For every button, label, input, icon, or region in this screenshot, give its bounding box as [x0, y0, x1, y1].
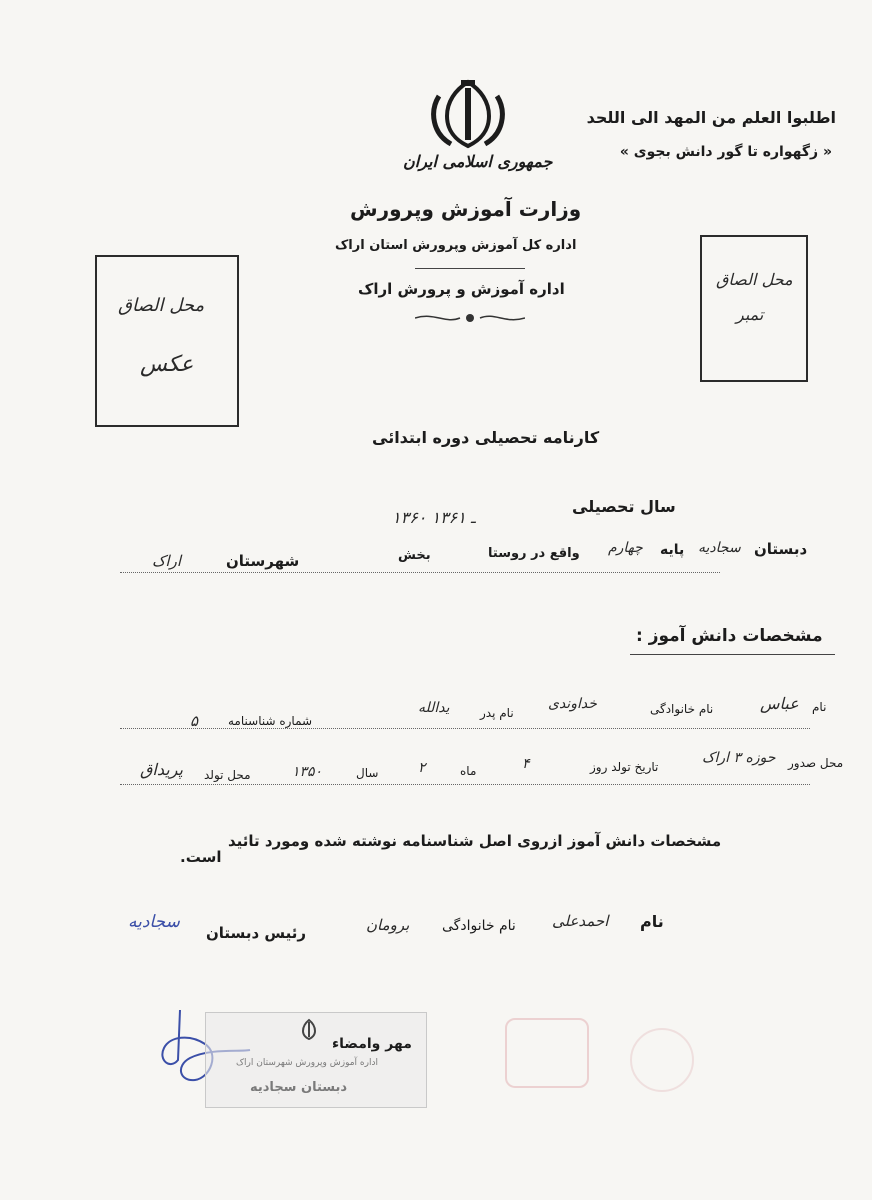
- local-office: اداره آموزش و پرورش اراک: [358, 280, 565, 298]
- ministry-title: وزارت آموزش وپرورش: [350, 197, 582, 221]
- general-office: اداره کل آموزش وپرورش استان اراک: [335, 238, 577, 253]
- motto-line-2: « زگهواره تا گور دانش بجوی »: [619, 144, 832, 160]
- photo-box-line2: عکس: [140, 352, 194, 377]
- principal-title-value: سجادیه: [128, 912, 180, 932]
- principal-family-label: نام خانوادگی: [442, 918, 516, 934]
- student-row2-dots: [120, 784, 810, 785]
- seal-stamp-line2: دبستان سجادیه: [250, 1080, 348, 1095]
- county-label: شهرستان: [226, 552, 300, 570]
- father-name-label: نام پدر: [480, 706, 514, 720]
- photo-box-line1: محل الصاق: [118, 295, 205, 316]
- birth-month-value: ۲: [418, 760, 426, 776]
- located-label: واقع در روستا: [488, 546, 580, 561]
- seal-emblem-icon: [298, 1018, 320, 1040]
- family-name-value: خداوندی: [548, 696, 597, 712]
- ornament-divider-icon: [415, 312, 525, 324]
- birth-place-value: پریداق: [140, 760, 183, 779]
- birth-date-label: تاریخ تولد روز: [590, 760, 659, 774]
- grade-value: چهارم: [608, 540, 643, 556]
- first-name-label: نام: [812, 700, 827, 714]
- family-name-label: نام خانوادگی: [650, 702, 714, 716]
- principal-name-label: نام: [640, 912, 664, 931]
- verification-end: است.: [180, 848, 222, 866]
- issue-place-label: محل صدور: [788, 756, 844, 770]
- faded-red-stamp: [505, 1018, 589, 1088]
- iran-emblem-icon: [425, 76, 511, 150]
- district-label: بخش: [398, 548, 431, 563]
- motto-line-1: اطلبوا العلم من المهد الی اللحد: [586, 108, 836, 127]
- student-section-underline: [630, 654, 835, 655]
- id-number-label: شماره شناسنامه: [228, 714, 313, 728]
- birth-place-label: محل تولد: [204, 768, 251, 782]
- school-label: دبستان: [754, 540, 808, 558]
- county-value: اراک: [152, 552, 182, 570]
- stamp-box-line2: تمبر: [736, 305, 764, 324]
- student-row1-dots: [120, 728, 810, 729]
- birth-year-label: سال: [356, 766, 379, 780]
- faded-red-seal: [630, 1028, 694, 1092]
- academic-year-label: سال تحصیلی: [572, 497, 676, 516]
- emblem-caption: جمهوری اسلامی ایران: [403, 152, 553, 171]
- birth-day-value: ۴: [522, 756, 530, 772]
- issue-place-value: حوزه ۳ اراک: [702, 750, 776, 766]
- birth-month-label: ماه: [460, 764, 477, 778]
- first-name-value: عباس: [760, 694, 799, 713]
- header-divider-1: [415, 268, 525, 269]
- verification-text: مشخصات دانش آموز ازروی اصل شناسنامه نوشته شده ومورد تائید: [228, 832, 722, 850]
- school-line-dots: [120, 572, 720, 573]
- document-title: کارنامه تحصیلی دوره ابتدائی: [372, 428, 600, 447]
- birth-year-value: ۱۳۵۰: [292, 764, 323, 780]
- principal-family-value: برومان: [366, 916, 410, 934]
- principal-title-label: رئیس دبستان: [206, 924, 306, 942]
- seal-label: مهر وامضاء: [332, 1036, 412, 1052]
- student-section-title: مشخصات دانش آموز :: [636, 626, 823, 646]
- principal-name-value: احمدعلی: [552, 912, 609, 930]
- stamp-box-line1: محل الصاق: [716, 270, 793, 289]
- photo-attach-box: [95, 255, 239, 427]
- seal-stamp-line1: اداره آموزش وپرورش شهرستان اراک: [236, 1058, 378, 1068]
- id-number-value: ۵: [190, 712, 199, 730]
- academic-year-value: ۱۳۶۰ ـ ۱۳۶۱: [392, 508, 476, 527]
- school-value: سجادیه: [698, 540, 741, 556]
- grade-label: پایه: [660, 542, 685, 558]
- father-name-value: یدالله: [418, 700, 450, 716]
